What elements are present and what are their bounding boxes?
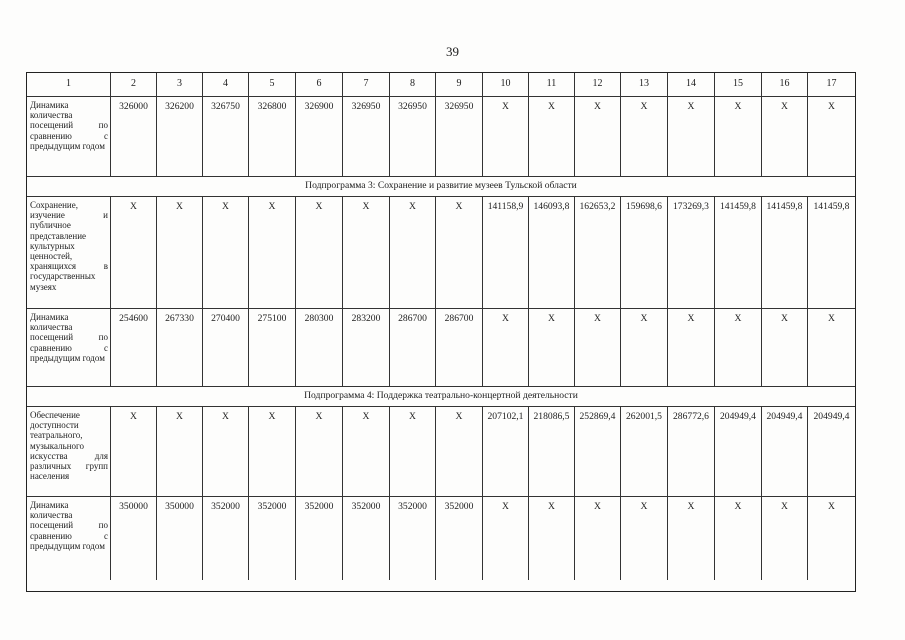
value-cell: 146093,8 bbox=[529, 197, 575, 309]
header-cell: 4 bbox=[203, 73, 249, 97]
value-cell: 326950 bbox=[343, 97, 390, 177]
value-cell: X bbox=[390, 197, 436, 309]
value-cell: X bbox=[483, 97, 529, 177]
value-cell: X bbox=[111, 197, 157, 309]
value-cell: X bbox=[343, 197, 390, 309]
value-cell: 286772,6 bbox=[668, 407, 715, 497]
value-cell: 326200 bbox=[157, 97, 203, 177]
row-label-cell: Обеспечение доступности театрального, музыкального искусства для различных групп населения bbox=[27, 407, 111, 497]
value-cell: 326000 bbox=[111, 97, 157, 177]
value-cell: X bbox=[249, 197, 296, 309]
value-cell: 162653,2 bbox=[575, 197, 621, 309]
value-cell: 352000 bbox=[296, 497, 343, 580]
value-cell: X bbox=[296, 197, 343, 309]
value-cell: 352000 bbox=[249, 497, 296, 580]
value-cell: X bbox=[529, 97, 575, 177]
value-cell: 352000 bbox=[343, 497, 390, 580]
value-cell: 286700 bbox=[436, 309, 483, 387]
value-cell: X bbox=[390, 407, 436, 497]
row-label-cell: Динамика количества посещений по сравнению с предыдущим годом bbox=[27, 309, 111, 387]
value-cell: 275100 bbox=[249, 309, 296, 387]
value-cell: 350000 bbox=[157, 497, 203, 580]
value-cell: X bbox=[621, 309, 668, 387]
value-cell: 262001,5 bbox=[621, 407, 668, 497]
header-cell: 7 bbox=[343, 73, 390, 97]
value-cell: 280300 bbox=[296, 309, 343, 387]
value-cell: X bbox=[575, 97, 621, 177]
row-label-cell: Сохранение, изучение и публичное представление культурных ценностей, хранящихся в государственных музеях bbox=[27, 197, 111, 309]
value-cell: 352000 bbox=[390, 497, 436, 580]
value-cell: 141459,8 bbox=[808, 197, 855, 309]
value-cell: X bbox=[575, 497, 621, 580]
value-cell: 352000 bbox=[203, 497, 249, 580]
header-cell: 11 bbox=[529, 73, 575, 97]
value-cell: 352000 bbox=[436, 497, 483, 580]
data-table bbox=[26, 72, 856, 592]
row-label-cell: Динамика количества посещений по сравнению с предыдущим годом bbox=[27, 97, 111, 177]
value-cell: X bbox=[808, 309, 855, 387]
value-cell: X bbox=[621, 497, 668, 580]
value-cell: X bbox=[762, 309, 808, 387]
row-label-cell: Динамика количества посещений по сравнению с предыдущим годом bbox=[27, 497, 111, 580]
value-cell: X bbox=[157, 197, 203, 309]
value-cell: 218086,5 bbox=[529, 407, 575, 497]
value-cell: 252869,4 bbox=[575, 407, 621, 497]
header-cell: 8 bbox=[390, 73, 436, 97]
value-cell: X bbox=[621, 97, 668, 177]
value-cell: 204949,4 bbox=[762, 407, 808, 497]
value-cell: X bbox=[828, 501, 835, 512]
value-cell: 326950 bbox=[436, 97, 483, 177]
header-cell: 15 bbox=[715, 73, 762, 97]
value-cell: X bbox=[436, 407, 483, 497]
page-number: 39 bbox=[446, 44, 459, 59]
value-cell: 204949,4 bbox=[715, 407, 762, 497]
value-cell: 141158,9 bbox=[483, 197, 529, 309]
value-cell: X bbox=[529, 497, 575, 580]
value-cell: 267330 bbox=[157, 309, 203, 387]
header-cell: 2 bbox=[111, 73, 157, 97]
value-cell: X bbox=[715, 497, 762, 580]
value-cell: X bbox=[296, 407, 343, 497]
value-cell: X bbox=[157, 407, 203, 497]
value-cell: 270400 bbox=[203, 309, 249, 387]
value-cell: X bbox=[529, 309, 575, 387]
header-cell: 13 bbox=[621, 73, 668, 97]
value-cell: 326800 bbox=[249, 97, 296, 177]
header-cell: 12 bbox=[575, 73, 621, 97]
value-cell: X bbox=[483, 309, 529, 387]
value-cell: X bbox=[203, 197, 249, 309]
value-cell: 283200 bbox=[343, 309, 390, 387]
value-cell: X bbox=[436, 197, 483, 309]
header-cell: 17 bbox=[808, 73, 855, 97]
header-cell: 6 bbox=[296, 73, 343, 97]
value-cell: X bbox=[249, 407, 296, 497]
header-cell: 5 bbox=[249, 73, 296, 97]
value-cell: X bbox=[668, 497, 715, 580]
subprogram-heading: Подпрограмма 4: Поддержка театрально-концертной деятельности bbox=[27, 387, 855, 407]
value-cell: 204949,4 bbox=[808, 407, 855, 497]
value-cell: X bbox=[668, 97, 715, 177]
value-cell: X bbox=[203, 407, 249, 497]
value-cell: 159698,6 bbox=[621, 197, 668, 309]
header-cell: 9 bbox=[436, 73, 483, 97]
value-cell: 254600 bbox=[111, 309, 157, 387]
value-cell: 326750 bbox=[203, 97, 249, 177]
subprogram-heading: Подпрограмма 3: Сохранение и развитие музеев Тульской области bbox=[27, 177, 855, 197]
header-cell: 10 bbox=[483, 73, 529, 97]
value-cell: X bbox=[668, 309, 715, 387]
value-cell: X bbox=[575, 309, 621, 387]
value-cell: 286700 bbox=[390, 309, 436, 387]
value-cell: X bbox=[808, 97, 855, 177]
value-cell: 350000 bbox=[111, 497, 157, 580]
value-cell: 326900 bbox=[296, 97, 343, 177]
value-cell: X bbox=[762, 97, 808, 177]
header-cell: 1 bbox=[27, 73, 111, 97]
value-cell: 173269,3 bbox=[668, 197, 715, 309]
value-cell: 326950 bbox=[390, 97, 436, 177]
header-cell: 3 bbox=[157, 73, 203, 97]
value-cell: X bbox=[762, 497, 808, 580]
value-cell: 207102,1 bbox=[483, 407, 529, 497]
value-cell: X bbox=[111, 407, 157, 497]
value-cell: 141459,8 bbox=[715, 197, 762, 309]
header-cell: 16 bbox=[762, 73, 808, 97]
value-cell: X bbox=[715, 97, 762, 177]
value-cell: X bbox=[343, 407, 390, 497]
header-cell: 14 bbox=[668, 73, 715, 97]
value-cell: 141459,8 bbox=[762, 197, 808, 309]
value-cell: X bbox=[483, 497, 529, 580]
table-grid bbox=[27, 73, 854, 590]
value-cell: X bbox=[715, 309, 762, 387]
